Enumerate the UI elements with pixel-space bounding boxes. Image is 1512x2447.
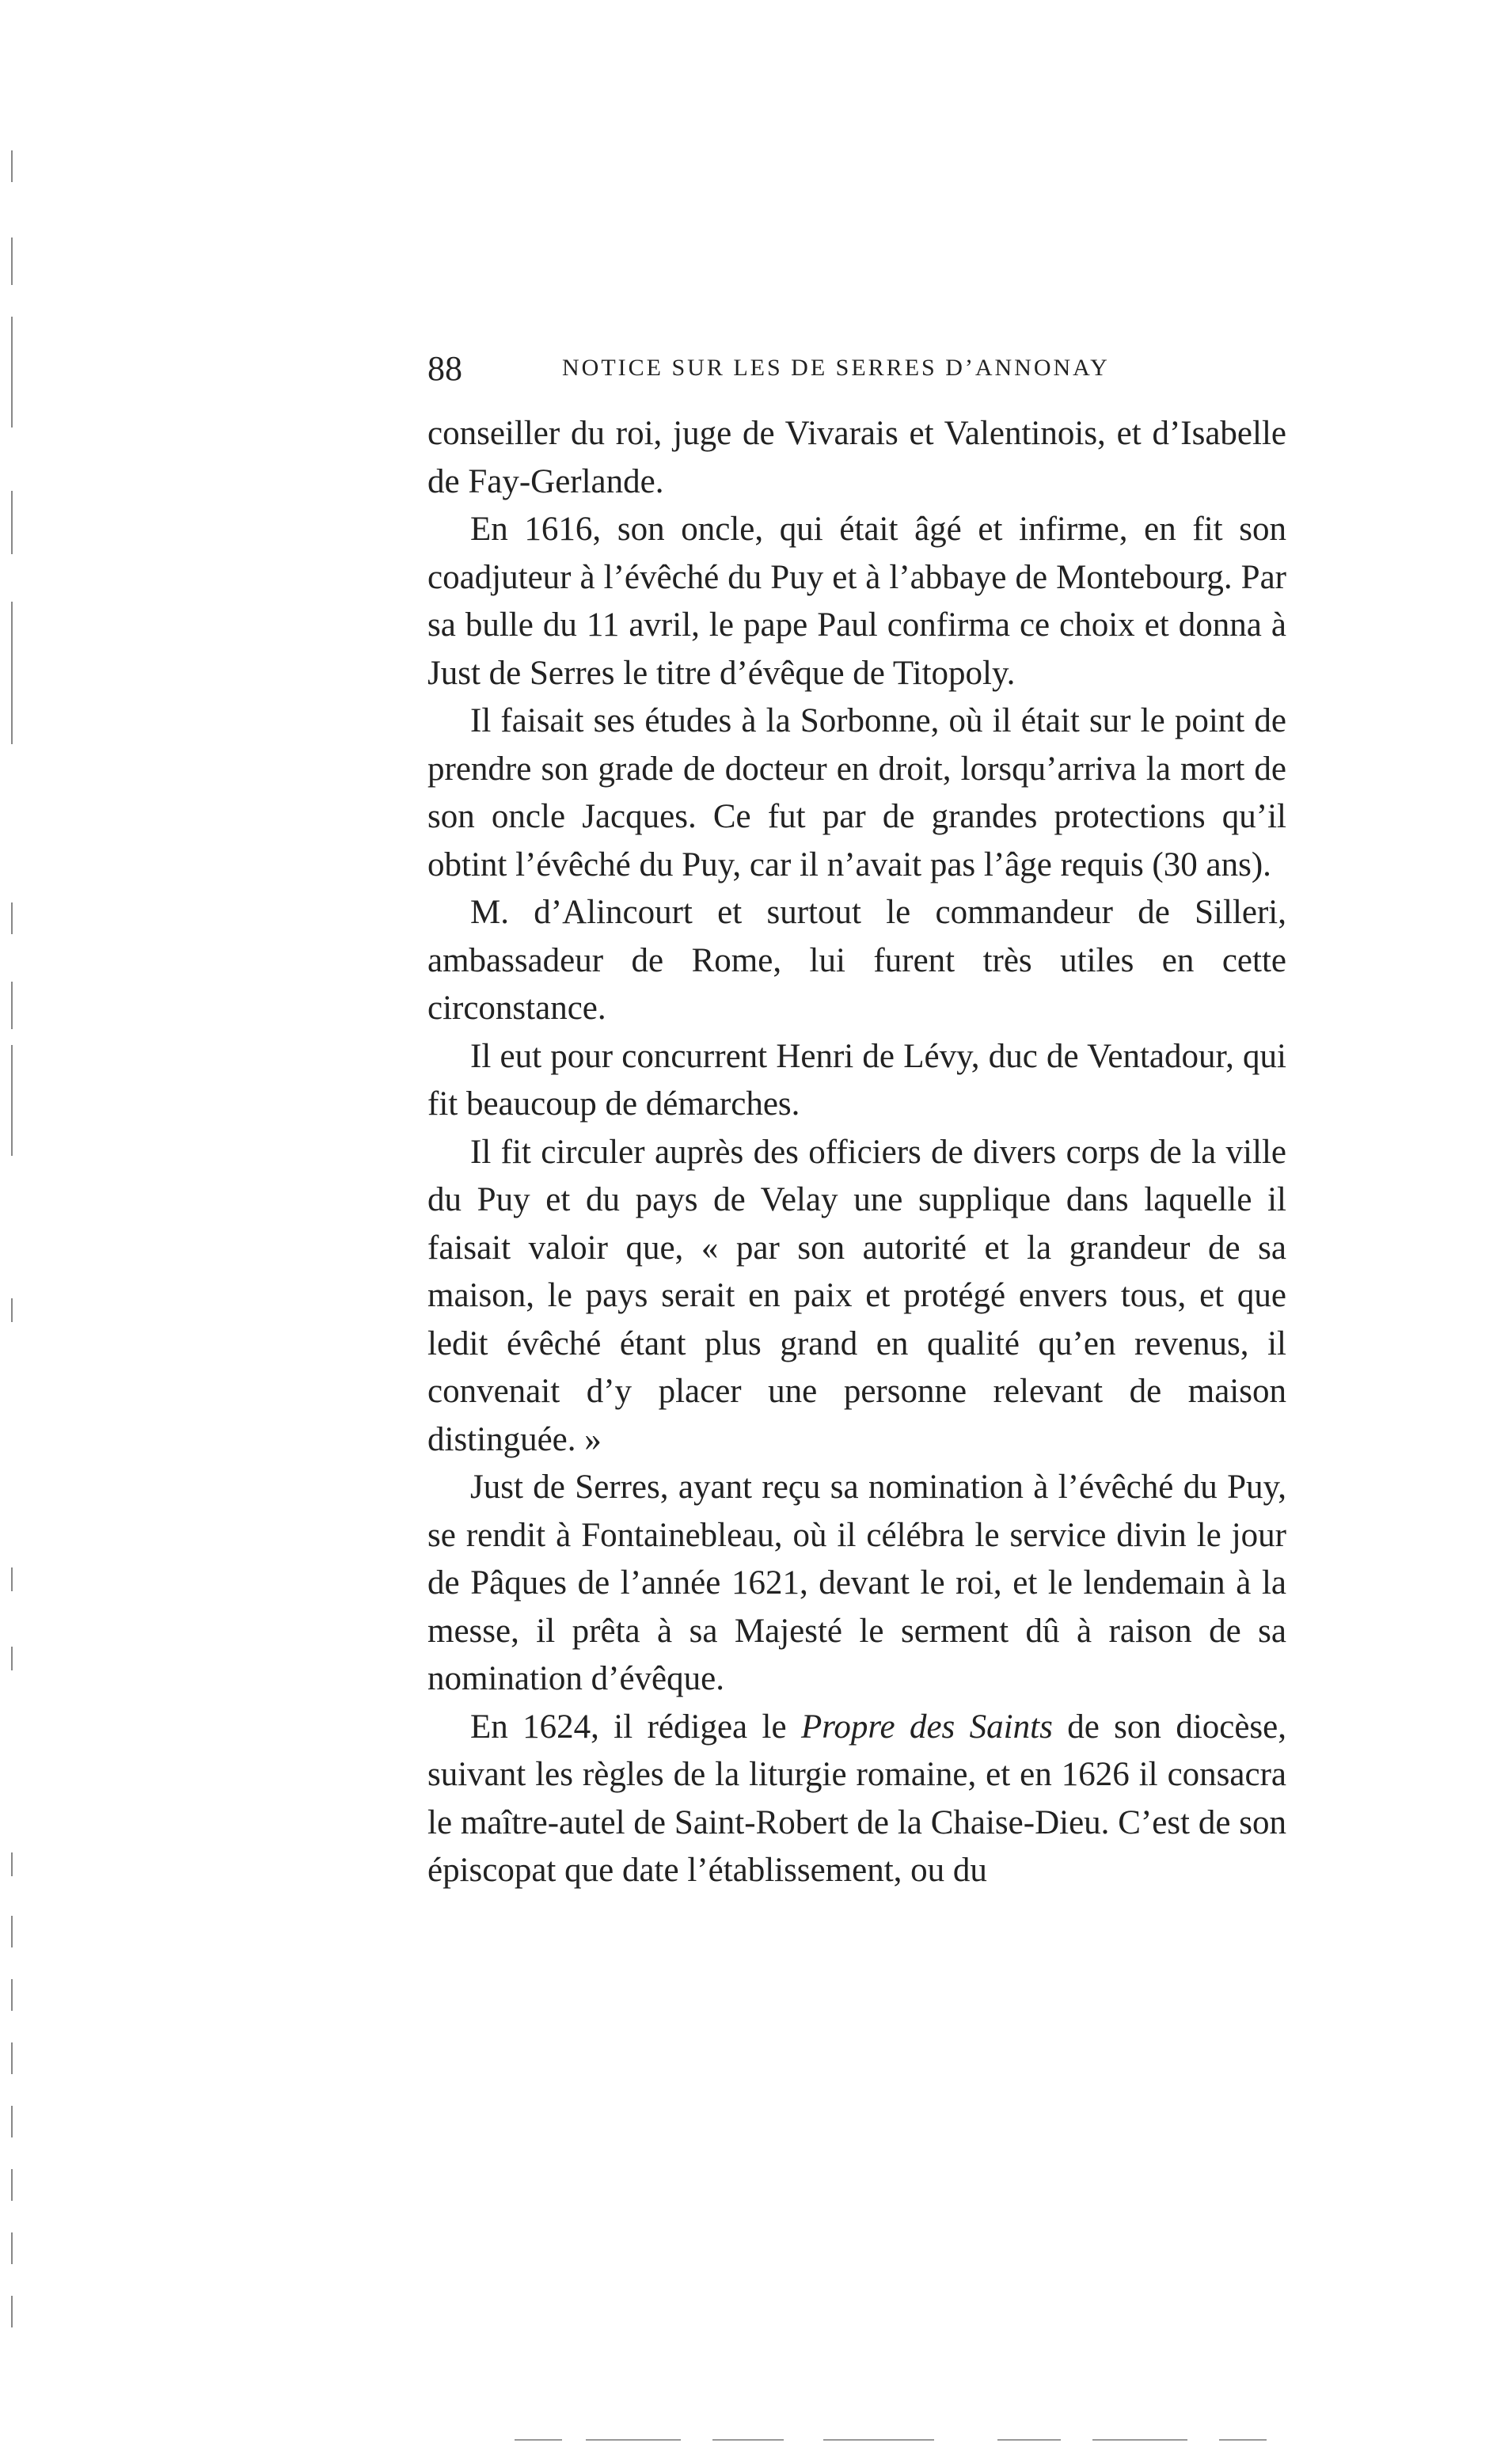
paragraph-3: Il faisait ses études à la Sorbonne, où il était sur le point de prendre son grade de docteur en droit, lorsqu’arriva la mort de son oncle Jacques. Ce fut par de grandes protections qu’il obtint l’évêché du Puy, car il n’avait pas l’âge requis (30 ans). <box>427 702 1286 883</box>
page-header <box>427 348 1298 396</box>
paragraph-1: conseiller du roi, juge de Vivarais et Valentinois, et d’Isabelle de Fay-Gerlande. <box>427 415 1286 500</box>
paragraph-6: Il fit circuler auprès des officiers de divers corps de la ville du Puy et du pays de Velay une supplique dans laquelle il faisait valoir que, « par son autorité et la grandeur de sa maison, le pays serait en paix et protégé envers tous, et que ledit évêché étant plus grand en qualité qu’en revenus, il convenait d’y placer une personne relevant de maison distinguée. » <box>427 1133 1286 1458</box>
bottom-rule-3 <box>712 2439 784 2441</box>
body-text <box>427 410 1286 1895</box>
left-margin-scan-marks <box>0 0 32 2447</box>
paragraph-7: Just de Serres, ayant reçu sa nomination à l’évêché du Puy, se rendit à Fontainebleau, où il célébra le service divin le jour de Pâques de l’année 1621, devant le roi, et le lendemain à la messe, il prêta à sa Majesté le serment dû à raison de sa nomination d’évêque. <box>427 1469 1286 1697</box>
paragraph-8-start: En 1624, il rédigea le <box>470 1708 801 1746</box>
paragraph-4: M. d’Alincourt et surtout le commandeur de Silleri, ambassadeur de Rome, lui furent très utiles en cette circonstance. <box>427 894 1286 1027</box>
bottom-rule-4 <box>823 2439 934 2441</box>
bottom-rule-5 <box>997 2439 1061 2441</box>
page-number: 88 <box>427 349 462 388</box>
paragraph-2: En 1616, son oncle, qui était âgé et infirme, en fit son coadjuteur à l’évêché du Puy et à l’abbaye de Montebourg. Par sa bulle du 11 avril, le pape Paul confirma ce choix et donna à Just de Serres le titre d’évêque de Titopoly. <box>427 511 1286 692</box>
paragraph-8 <box>427 1704 1286 1895</box>
bottom-rule-1 <box>515 2439 562 2441</box>
paragraph-5: Il eut pour concurrent Henri de Lévy, duc de Ventadour, qui fit beaucoup de démarches. <box>427 1037 1286 1123</box>
paragraph-8-end: de son diocèse, suivant les règles de la liturgie romaine, et en 1626 il consacra le maître-autel de Saint-Robert de la Chaise-Dieu. C’est de son épiscopat que date l’établissement, ou du <box>427 1708 1287 1889</box>
bottom-rule-2 <box>586 2439 681 2441</box>
bottom-rule-7 <box>1219 2439 1267 2441</box>
bottom-rule-6 <box>1092 2439 1187 2441</box>
italic-title: Propre des Saints <box>800 1708 1053 1746</box>
running-head: NOTICE SUR LES DE SERRES D’ANNONAY <box>562 355 1110 381</box>
